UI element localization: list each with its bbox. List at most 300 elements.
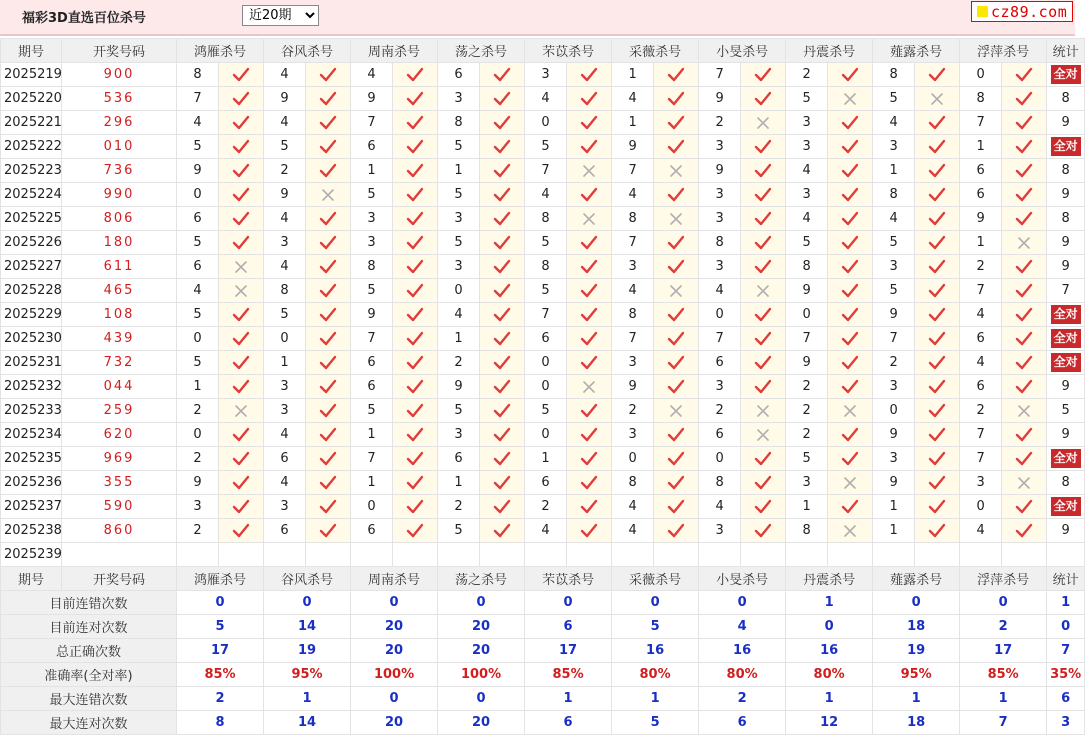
result-mark-cell (480, 255, 525, 279)
result-mark-cell (1002, 87, 1047, 111)
kill-number-cell: 4 (699, 495, 741, 519)
check-icon (393, 187, 437, 203)
result-mark-cell (915, 471, 960, 495)
kill-number-cell: 4 (960, 351, 1002, 375)
result-mark-cell (219, 423, 264, 447)
all-right-badge: 全对 (1051, 353, 1081, 372)
summary-value: 0 (960, 591, 1047, 615)
kill-number-cell: 4 (786, 159, 828, 183)
result-mark-cell (393, 303, 438, 327)
summary-label: 准确率(全对率) (1, 663, 177, 687)
kill-number-cell: 9 (873, 423, 915, 447)
result-mark-cell (219, 279, 264, 303)
kill-number-cell: 3 (264, 495, 306, 519)
kill-number-cell: 8 (612, 303, 654, 327)
summary-value: 95% (873, 663, 960, 687)
result-mark-cell (393, 399, 438, 423)
check-icon (393, 379, 437, 395)
column-header: 芣苡杀号 (525, 39, 612, 63)
kill-number-cell: 3 (177, 495, 219, 519)
kill-number-cell: 0 (612, 447, 654, 471)
check-icon (915, 451, 959, 467)
kill-number-cell: 4 (873, 111, 915, 135)
check-icon (915, 187, 959, 203)
result-mark-cell (741, 255, 786, 279)
summary-value: 7 (1047, 639, 1085, 663)
result-mark-cell (1002, 135, 1047, 159)
result-mark-cell (1002, 207, 1047, 231)
kill-number-cell: 3 (699, 519, 741, 543)
result-mark-cell (567, 255, 612, 279)
current-kill-number: 1 (351, 543, 393, 567)
period-cell: 2025224 (1, 183, 62, 207)
draw-number-cell: 860 (62, 519, 177, 543)
kill-number-cell: 5 (351, 279, 393, 303)
column-header: 薤露杀号 (873, 39, 960, 63)
kill-number-cell: 0 (525, 423, 567, 447)
check-icon (741, 307, 785, 323)
kill-number-cell: 3 (873, 375, 915, 399)
kill-number-cell: 5 (264, 135, 306, 159)
result-mark-cell (915, 207, 960, 231)
column-header: 丹震杀号 (786, 567, 873, 591)
result-mark-cell (828, 87, 873, 111)
cross-icon (1002, 404, 1046, 418)
kill-number-cell: 8 (873, 183, 915, 207)
check-icon (1002, 91, 1046, 107)
kill-number-cell: 3 (351, 207, 393, 231)
kill-number-cell: 3 (438, 255, 480, 279)
cross-icon (828, 404, 872, 418)
summary-label: 总正确次数 (1, 639, 177, 663)
column-header: 小旻杀号 (699, 39, 786, 63)
kill-number-cell: 7 (699, 327, 741, 351)
check-icon (567, 139, 611, 155)
kill-number-cell: 6 (960, 375, 1002, 399)
result-mark-cell (1002, 159, 1047, 183)
result-mark-cell (1002, 423, 1047, 447)
kill-number-cell: 0 (873, 399, 915, 423)
result-mark-cell (915, 399, 960, 423)
summary-value: 0 (786, 615, 873, 639)
result-mark-cell (567, 111, 612, 135)
kill-number-cell: 7 (612, 159, 654, 183)
kill-number-cell: 7 (699, 63, 741, 87)
kill-number-cell: 3 (264, 399, 306, 423)
kill-number-cell: 3 (786, 183, 828, 207)
result-mark-cell (480, 375, 525, 399)
kill-number-cell: 8 (351, 255, 393, 279)
check-icon (219, 67, 263, 83)
check-icon (828, 283, 872, 299)
summary-value: 16 (699, 639, 786, 663)
draw-number-cell: 439 (62, 327, 177, 351)
column-header: 浮萍杀号 (960, 39, 1047, 63)
check-icon (306, 451, 350, 467)
kill-number-cell: 3 (873, 255, 915, 279)
result-mark-cell (828, 495, 873, 519)
kill-number-cell: 3 (786, 111, 828, 135)
kill-number-cell: 6 (525, 327, 567, 351)
check-icon (567, 475, 611, 491)
cross-icon (1002, 236, 1046, 250)
kill-number-cell: 5 (438, 231, 480, 255)
draw-number-cell: 732 (62, 351, 177, 375)
kill-number-cell: 0 (699, 303, 741, 327)
summary-value: 1 (786, 591, 873, 615)
kill-number-cell: 7 (960, 111, 1002, 135)
kill-number-cell: 3 (438, 207, 480, 231)
result-mark-cell (393, 471, 438, 495)
check-icon (1002, 67, 1046, 83)
summary-value: 0 (1047, 615, 1085, 639)
summary-row (1, 711, 1085, 735)
result-mark-cell (1002, 471, 1047, 495)
result-mark-cell (1002, 399, 1047, 423)
table-header (1, 39, 1085, 63)
check-icon (741, 355, 785, 371)
result-mark-cell (393, 495, 438, 519)
summary-value: 19 (873, 639, 960, 663)
check-icon (480, 451, 524, 467)
summary-value: 16 (786, 639, 873, 663)
result-mark-cell (219, 351, 264, 375)
stat-cell (1047, 63, 1085, 87)
check-icon (567, 67, 611, 83)
result-mark-cell (219, 375, 264, 399)
result-mark-cell (741, 207, 786, 231)
result-mark-cell (828, 159, 873, 183)
table-row (1, 423, 1085, 447)
kill-number-cell: 0 (786, 303, 828, 327)
current-kill-label: 当前期杀号 (62, 543, 177, 567)
kill-number-cell: 5 (177, 135, 219, 159)
check-icon (741, 259, 785, 275)
summary-value: 20 (438, 639, 525, 663)
current-period-row (1, 543, 1085, 567)
period-cell: 2025222 (1, 135, 62, 159)
check-icon (915, 259, 959, 275)
result-mark-cell (219, 519, 264, 543)
result-mark-cell (306, 87, 351, 111)
cross-icon (654, 212, 698, 226)
kill-number-cell: 1 (873, 495, 915, 519)
result-mark-cell (219, 87, 264, 111)
result-mark-cell (654, 63, 699, 87)
summary-value: 100% (438, 663, 525, 687)
period-cell: 2025231 (1, 351, 62, 375)
result-mark-cell (480, 183, 525, 207)
check-icon (480, 139, 524, 155)
result-mark-cell (654, 207, 699, 231)
kill-number-cell: 0 (177, 327, 219, 351)
result-mark-cell (567, 303, 612, 327)
kill-number-cell: 3 (612, 255, 654, 279)
summary-value: 1 (786, 687, 873, 711)
kill-number-cell: 5 (525, 231, 567, 255)
check-icon (567, 91, 611, 107)
summary-value: 0 (525, 591, 612, 615)
draw-number-cell: 806 (62, 207, 177, 231)
column-header: 小旻杀号 (699, 567, 786, 591)
summary-label: 最大连错次数 (1, 687, 177, 711)
current-period-cell: 2025239 (1, 543, 62, 567)
draw-number-cell: 969 (62, 447, 177, 471)
kill-number-cell: 7 (612, 231, 654, 255)
check-icon (219, 331, 263, 347)
column-header: 鸿雁杀号 (177, 39, 264, 63)
column-header: 荡之杀号 (438, 567, 525, 591)
kill-number-cell: 5 (873, 279, 915, 303)
current-empty-cell (654, 543, 699, 567)
check-icon (741, 499, 785, 515)
stat-cell: 9 (1047, 423, 1085, 447)
summary-value: 20 (438, 615, 525, 639)
check-icon (306, 139, 350, 155)
table-row (1, 375, 1085, 399)
kill-number-cell: 6 (351, 135, 393, 159)
summary-value: 17 (177, 639, 264, 663)
draw-number-cell: 108 (62, 303, 177, 327)
check-icon (1002, 187, 1046, 203)
summary-value: 20 (438, 711, 525, 735)
cross-icon (219, 260, 263, 274)
kill-number-cell: 8 (525, 255, 567, 279)
result-mark-cell (219, 255, 264, 279)
kill-number-cell: 6 (264, 447, 306, 471)
summary-value: 6 (525, 711, 612, 735)
current-empty-cell (480, 543, 525, 567)
result-mark-cell (1002, 375, 1047, 399)
table-row (1, 183, 1085, 207)
kill-number-cell: 8 (438, 111, 480, 135)
kill-number-cell: 8 (612, 207, 654, 231)
kill-number-cell: 4 (264, 63, 306, 87)
cross-icon (567, 164, 611, 178)
period-cell: 2025225 (1, 207, 62, 231)
current-kill-number: 2 (264, 543, 306, 567)
check-icon (306, 91, 350, 107)
result-mark-cell (480, 279, 525, 303)
result-mark-cell (654, 231, 699, 255)
cross-icon (654, 284, 698, 298)
result-mark-cell (828, 135, 873, 159)
summary-value: 80% (612, 663, 699, 687)
kill-number-cell: 5 (438, 135, 480, 159)
result-mark-cell (741, 471, 786, 495)
summary-label: 目前连对次数 (1, 615, 177, 639)
summary-value: 5 (612, 711, 699, 735)
site-logo[interactable] (971, 1, 1073, 22)
check-icon (828, 355, 872, 371)
summary-value: 4 (699, 615, 786, 639)
kill-number-cell: 3 (699, 375, 741, 399)
kill-number-cell: 1 (438, 159, 480, 183)
kill-number-cell: 4 (612, 279, 654, 303)
check-icon (828, 235, 872, 251)
draw-number-cell: 180 (62, 231, 177, 255)
result-mark-cell (915, 231, 960, 255)
check-icon (393, 523, 437, 539)
column-header: 浮萍杀号 (960, 567, 1047, 591)
result-mark-cell (306, 375, 351, 399)
result-mark-cell (219, 231, 264, 255)
stat-cell: 9 (1047, 519, 1085, 543)
check-icon (480, 187, 524, 203)
check-icon (219, 139, 263, 155)
check-icon (915, 235, 959, 251)
page-title: 福彩3D直选百位杀号 (22, 11, 146, 26)
cross-icon (567, 212, 611, 226)
kill-number-cell: 1 (873, 519, 915, 543)
kill-number-cell: 1 (177, 375, 219, 399)
result-mark-cell (1002, 519, 1047, 543)
period-cell: 2025226 (1, 231, 62, 255)
column-header: 周南杀号 (351, 567, 438, 591)
kill-number-cell: 6 (438, 63, 480, 87)
result-mark-cell (567, 87, 612, 111)
result-mark-cell (219, 495, 264, 519)
check-icon (567, 331, 611, 347)
check-icon (480, 475, 524, 491)
check-icon (219, 163, 263, 179)
kill-number-cell: 6 (177, 255, 219, 279)
table-row (1, 63, 1085, 87)
summary-value: 85% (525, 663, 612, 687)
result-mark-cell (915, 519, 960, 543)
summary-row (1, 639, 1085, 663)
column-header: 谷风杀号 (264, 39, 351, 63)
check-icon (1002, 307, 1046, 323)
stat-cell: 9 (1047, 111, 1085, 135)
table-row (1, 495, 1085, 519)
result-mark-cell (915, 159, 960, 183)
kill-number-cell: 4 (264, 111, 306, 135)
summary-value: 6 (525, 615, 612, 639)
table-row (1, 207, 1085, 231)
result-mark-cell (654, 327, 699, 351)
summary-value: 1 (873, 687, 960, 711)
kill-number-cell: 5 (873, 87, 915, 111)
check-icon (306, 499, 350, 515)
kill-number-cell: 3 (699, 255, 741, 279)
summary-value: 85% (177, 663, 264, 687)
result-mark-cell (828, 111, 873, 135)
check-icon (480, 403, 524, 419)
check-icon (306, 307, 350, 323)
result-mark-cell (567, 231, 612, 255)
cross-icon (828, 524, 872, 538)
kill-number-cell: 6 (960, 159, 1002, 183)
kill-number-cell: 3 (699, 135, 741, 159)
kill-number-cell: 2 (960, 255, 1002, 279)
result-mark-cell (654, 399, 699, 423)
summary-label: 最大连对次数 (1, 711, 177, 735)
result-mark-cell (306, 63, 351, 87)
check-icon (654, 115, 698, 131)
check-icon (1002, 427, 1046, 443)
kill-number-cell: 5 (351, 399, 393, 423)
cross-icon (915, 92, 959, 106)
summary-value: 80% (699, 663, 786, 687)
result-mark-cell (828, 327, 873, 351)
result-mark-cell (480, 87, 525, 111)
check-icon (915, 307, 959, 323)
check-icon (915, 163, 959, 179)
check-icon (306, 403, 350, 419)
check-icon (915, 139, 959, 155)
summary-value: 20 (351, 711, 438, 735)
result-mark-cell (654, 375, 699, 399)
result-mark-cell (654, 279, 699, 303)
kill-number-cell: 9 (612, 135, 654, 159)
stat-cell: 8 (1047, 159, 1085, 183)
check-icon (393, 403, 437, 419)
result-mark-cell (654, 159, 699, 183)
result-mark-cell (915, 135, 960, 159)
result-mark-cell (741, 111, 786, 135)
result-mark-cell (915, 327, 960, 351)
period-select[interactable] (242, 5, 319, 26)
kill-number-cell: 0 (351, 495, 393, 519)
check-icon (741, 187, 785, 203)
kill-number-cell: 7 (525, 303, 567, 327)
period-cell: 2025229 (1, 303, 62, 327)
result-mark-cell (741, 495, 786, 519)
result-mark-cell (480, 63, 525, 87)
cross-icon (654, 404, 698, 418)
result-mark-cell (915, 423, 960, 447)
kill-number-cell: 0 (264, 327, 306, 351)
stat-cell (1047, 495, 1085, 519)
result-mark-cell (480, 327, 525, 351)
result-mark-cell (480, 471, 525, 495)
result-mark-cell (306, 159, 351, 183)
draw-number-cell: 611 (62, 255, 177, 279)
result-mark-cell (654, 471, 699, 495)
result-mark-cell (219, 63, 264, 87)
check-icon (1002, 355, 1046, 371)
cross-icon (567, 380, 611, 394)
result-mark-cell (741, 399, 786, 423)
result-mark-cell (219, 399, 264, 423)
result-mark-cell (828, 471, 873, 495)
result-mark-cell (915, 303, 960, 327)
kill-number-cell: 9 (699, 87, 741, 111)
kill-number-cell: 4 (525, 87, 567, 111)
check-icon (393, 355, 437, 371)
kill-number-cell: 8 (699, 471, 741, 495)
result-mark-cell (915, 63, 960, 87)
kill-number-cell: 4 (438, 303, 480, 327)
current-empty-cell (915, 543, 960, 567)
check-icon (393, 475, 437, 491)
kill-number-cell: 4 (612, 183, 654, 207)
check-icon (741, 379, 785, 395)
check-icon (1002, 523, 1046, 539)
check-icon (567, 427, 611, 443)
result-mark-cell (393, 423, 438, 447)
table-row (1, 519, 1085, 543)
table-row (1, 447, 1085, 471)
stat-cell (1047, 303, 1085, 327)
check-icon (480, 499, 524, 515)
kill-number-cell: 7 (351, 447, 393, 471)
result-mark-cell (567, 327, 612, 351)
kill-number-cell: 7 (786, 327, 828, 351)
column-header: 鸿雁杀号 (177, 567, 264, 591)
kill-number-cell: 9 (264, 183, 306, 207)
